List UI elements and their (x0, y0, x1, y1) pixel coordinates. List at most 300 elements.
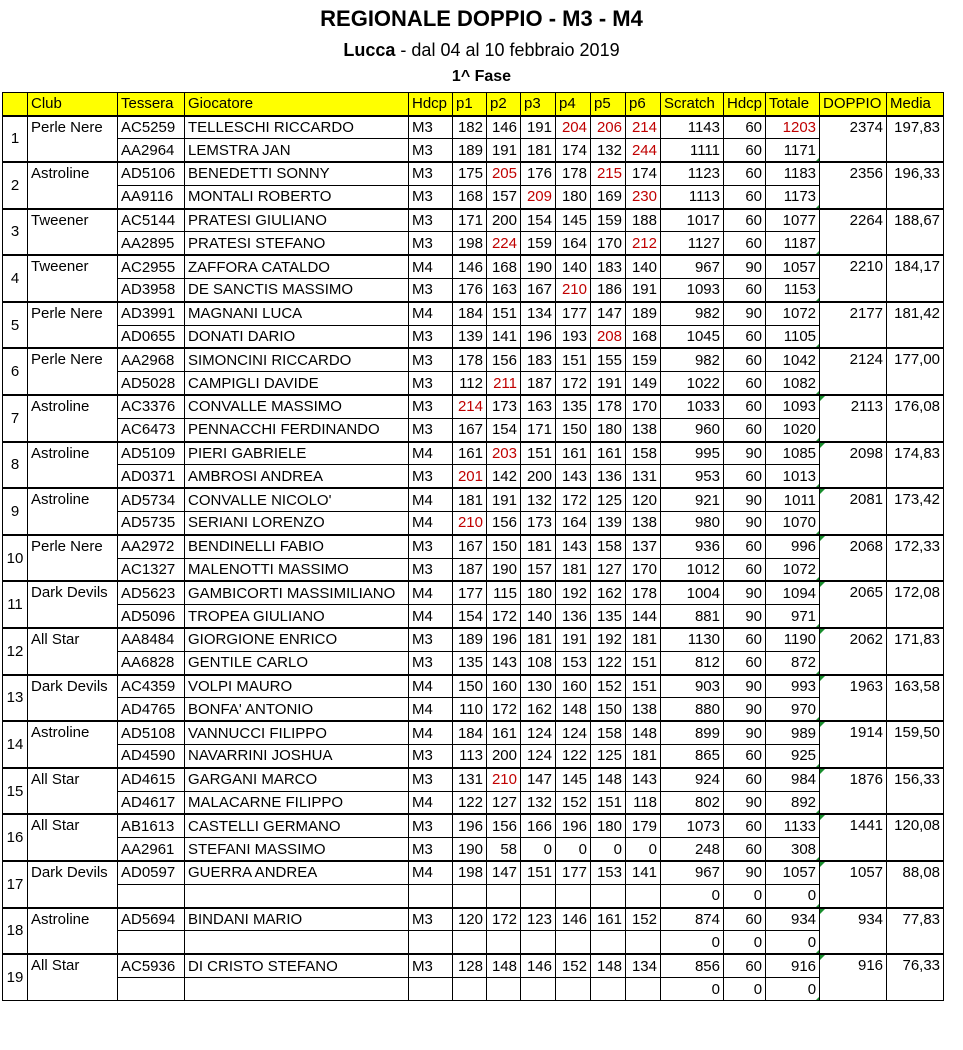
score-p4-cell: 178 (556, 162, 591, 185)
table-row (3, 977, 944, 1000)
score-p1-cell: 154 (453, 605, 487, 628)
hdcp-points-cell: 90 (724, 488, 766, 511)
player-name-cell: SERIANI LORENZO (185, 512, 409, 535)
totale-cell: 1042 (766, 348, 820, 371)
totale-cell: 934 (766, 908, 820, 931)
doppio-cell: 2062 (820, 628, 887, 675)
tessera-cell (118, 931, 185, 954)
table-row (3, 558, 944, 581)
score-p3-cell: 200 (521, 465, 556, 488)
table-row (3, 675, 944, 698)
score-p2-cell: 190 (487, 558, 521, 581)
score-p4-cell (556, 977, 591, 1000)
table-row (3, 162, 944, 185)
club-cell: All Star (28, 628, 118, 675)
hdcp-category-cell: M4 (409, 255, 453, 278)
totale-cell: 1072 (766, 558, 820, 581)
score-p5-cell: 122 (591, 651, 626, 674)
player-name-cell: BONFA' ANTONIO (185, 698, 409, 721)
hdcp-category-cell: M4 (409, 861, 453, 884)
hdcp-category-cell: M3 (409, 838, 453, 861)
scratch-cell: 1073 (661, 814, 724, 837)
score-p3-cell: 134 (521, 302, 556, 325)
hdcp-category-cell: M4 (409, 721, 453, 744)
score-p1-cell: 135 (453, 651, 487, 674)
totale-cell: 1077 (766, 209, 820, 232)
hdcp-category-cell: M3 (409, 535, 453, 558)
tessera-cell: AA2961 (118, 838, 185, 861)
hdcp-category-cell: M3 (409, 372, 453, 395)
hdcp-category-cell: M3 (409, 325, 453, 348)
score-p6-cell: 244 (626, 139, 661, 162)
score-p4-cell: 148 (556, 698, 591, 721)
media-cell: 197,83 (887, 116, 944, 163)
score-p3-cell: 173 (521, 512, 556, 535)
totale-cell: 916 (766, 954, 820, 977)
tessera-cell (118, 884, 185, 907)
score-p6-cell: 159 (626, 348, 661, 371)
col-giocatore: Giocatore (185, 93, 409, 116)
score-p2-cell: 148 (487, 954, 521, 977)
score-p1-cell: 184 (453, 721, 487, 744)
player-name-cell: BENEDETTI SONNY (185, 162, 409, 185)
totale-cell: 1190 (766, 628, 820, 651)
hdcp-category-cell: M3 (409, 954, 453, 977)
score-p2-cell: 196 (487, 628, 521, 651)
score-p3-cell: 151 (521, 442, 556, 465)
score-p5-cell: 148 (591, 768, 626, 791)
scratch-cell: 812 (661, 651, 724, 674)
subtitle-dates: - dal 04 al 10 febbraio 2019 (395, 40, 620, 60)
score-p2-cell: 173 (487, 395, 521, 418)
player-name-cell: TELLESCHI RICCARDO (185, 116, 409, 139)
hdcp-points-cell: 90 (724, 861, 766, 884)
hdcp-points-cell: 90 (724, 442, 766, 465)
hdcp-points-cell: 0 (724, 931, 766, 954)
scratch-cell: 856 (661, 954, 724, 977)
player-name-cell: CAMPIGLI DAVIDE (185, 372, 409, 395)
results-body (3, 116, 944, 1001)
score-p6-cell: 152 (626, 908, 661, 931)
score-p5-cell: 155 (591, 348, 626, 371)
totale-cell: 925 (766, 745, 820, 768)
hdcp-points-cell: 60 (724, 954, 766, 977)
score-p5-cell: 135 (591, 605, 626, 628)
score-p6-cell: 189 (626, 302, 661, 325)
col-p6: p6 (626, 93, 661, 116)
score-p3-cell: 154 (521, 209, 556, 232)
media-cell: 88,08 (887, 861, 944, 908)
rank-cell: 18 (3, 908, 28, 955)
scratch-cell: 881 (661, 605, 724, 628)
scratch-cell: 899 (661, 721, 724, 744)
doppio-cell: 2356 (820, 162, 887, 209)
score-p3-cell: 171 (521, 418, 556, 441)
doppio-cell: 2124 (820, 348, 887, 395)
score-p6-cell: 168 (626, 325, 661, 348)
tessera-cell: AC4359 (118, 675, 185, 698)
media-cell: 174,83 (887, 442, 944, 489)
table-row (3, 488, 944, 511)
score-p4-cell (556, 931, 591, 954)
player-name-cell (185, 884, 409, 907)
scratch-cell: 1111 (661, 139, 724, 162)
scratch-cell: 0 (661, 884, 724, 907)
scratch-cell: 1045 (661, 325, 724, 348)
score-p5-cell (591, 977, 626, 1000)
phase-label: 1^ Fase (451, 68, 512, 85)
table-row (3, 908, 944, 931)
media-cell: 177,00 (887, 348, 944, 395)
score-p1-cell: 171 (453, 209, 487, 232)
club-cell: Perle Nere (28, 348, 118, 395)
score-p6-cell: 212 (626, 232, 661, 255)
hdcp-points-cell: 60 (724, 139, 766, 162)
score-p4-cell: 180 (556, 185, 591, 208)
score-p3-cell: 146 (521, 954, 556, 977)
score-p5-cell: 132 (591, 139, 626, 162)
score-p1-cell: 214 (453, 395, 487, 418)
scratch-cell: 1033 (661, 395, 724, 418)
score-p4-cell: 196 (556, 814, 591, 837)
score-p5-cell: 153 (591, 861, 626, 884)
score-p6-cell: 141 (626, 861, 661, 884)
table-row (3, 372, 944, 395)
tessera-cell: AD3958 (118, 279, 185, 302)
score-p2-cell: 115 (487, 581, 521, 604)
media-cell: 184,17 (887, 255, 944, 302)
scratch-cell: 1017 (661, 209, 724, 232)
tessera-cell: AC2955 (118, 255, 185, 278)
score-p4-cell: 210 (556, 279, 591, 302)
score-p6-cell (626, 931, 661, 954)
score-p3-cell: 181 (521, 535, 556, 558)
score-p5-cell: 183 (591, 255, 626, 278)
club-cell: Astroline (28, 488, 118, 535)
hdcp-points-cell: 60 (724, 558, 766, 581)
score-p6-cell: 149 (626, 372, 661, 395)
totale-cell: 984 (766, 768, 820, 791)
score-p6-cell: 148 (626, 721, 661, 744)
player-name-cell: ZAFFORA CATALDO (185, 255, 409, 278)
table-row (3, 814, 944, 837)
score-p3-cell: 180 (521, 581, 556, 604)
tessera-cell: AD5096 (118, 605, 185, 628)
scratch-cell: 1004 (661, 581, 724, 604)
rank-cell: 3 (3, 209, 28, 256)
score-p1-cell: 175 (453, 162, 487, 185)
player-name-cell: AMBROSI ANDREA (185, 465, 409, 488)
table-row (3, 395, 944, 418)
score-p6-cell: 0 (626, 838, 661, 861)
player-name-cell: PENNACCHI FERDINANDO (185, 418, 409, 441)
table-row (3, 348, 944, 371)
score-p6-cell: 140 (626, 255, 661, 278)
rank-cell: 9 (3, 488, 28, 535)
col-p4: p4 (556, 93, 591, 116)
totale-cell: 1173 (766, 185, 820, 208)
club-cell: Tweener (28, 209, 118, 256)
hdcp-points-cell: 60 (724, 325, 766, 348)
col-totale: Totale (766, 93, 820, 116)
rank-cell: 19 (3, 954, 28, 1001)
hdcp-category-cell: M4 (409, 605, 453, 628)
player-name-cell: MAGNANI LUCA (185, 302, 409, 325)
score-p6-cell: 151 (626, 651, 661, 674)
score-p2-cell: 147 (487, 861, 521, 884)
score-p4-cell: 124 (556, 721, 591, 744)
score-p2-cell: 172 (487, 908, 521, 931)
score-p1-cell: 176 (453, 279, 487, 302)
hdcp-points-cell: 90 (724, 791, 766, 814)
hdcp-category-cell: M3 (409, 745, 453, 768)
table-row (3, 325, 944, 348)
score-p5-cell: 180 (591, 814, 626, 837)
tessera-cell: AC5259 (118, 116, 185, 139)
totale-cell: 892 (766, 791, 820, 814)
club-cell: Astroline (28, 721, 118, 768)
score-p3-cell (521, 931, 556, 954)
tessera-cell: AA2895 (118, 232, 185, 255)
scratch-cell: 921 (661, 488, 724, 511)
tessera-cell: AA2972 (118, 535, 185, 558)
totale-cell: 1020 (766, 418, 820, 441)
hdcp-category-cell (409, 977, 453, 1000)
player-name-cell: BINDANI MARIO (185, 908, 409, 931)
score-p1-cell: 168 (453, 185, 487, 208)
scratch-cell: 967 (661, 861, 724, 884)
media-cell: 173,42 (887, 488, 944, 535)
rank-cell: 12 (3, 628, 28, 675)
score-p3-cell (521, 977, 556, 1000)
subtitle-place: Lucca (343, 40, 396, 60)
media-cell: 172,33 (887, 535, 944, 582)
hdcp-category-cell (409, 884, 453, 907)
tessera-cell: AA6828 (118, 651, 185, 674)
player-name-cell: DE SANCTIS MASSIMO (185, 279, 409, 302)
score-p5-cell: 162 (591, 581, 626, 604)
hdcp-points-cell: 60 (724, 395, 766, 418)
player-name-cell: NAVARRINI JOSHUA (185, 745, 409, 768)
scratch-cell: 0 (661, 977, 724, 1000)
table-row (3, 954, 944, 977)
score-p1-cell: 181 (453, 488, 487, 511)
doppio-cell: 2065 (820, 581, 887, 628)
media-cell: 171,83 (887, 628, 944, 675)
score-p3-cell: 108 (521, 651, 556, 674)
rank-cell: 11 (3, 581, 28, 628)
score-p1-cell: 182 (453, 116, 487, 139)
table-row (3, 698, 944, 721)
hdcp-category-cell: M3 (409, 395, 453, 418)
club-cell: Perle Nere (28, 302, 118, 349)
score-p4-cell: 164 (556, 232, 591, 255)
rank-cell: 14 (3, 721, 28, 768)
score-p4-cell: 177 (556, 302, 591, 325)
tessera-cell: AD5623 (118, 581, 185, 604)
col-scratch: Scratch (661, 93, 724, 116)
player-name-cell: SIMONCINI RICCARDO (185, 348, 409, 371)
score-p2-cell (487, 931, 521, 954)
score-p3-cell: 140 (521, 605, 556, 628)
score-p6-cell: 137 (626, 535, 661, 558)
table-row (3, 651, 944, 674)
score-p4-cell: 145 (556, 768, 591, 791)
hdcp-points-cell: 60 (724, 651, 766, 674)
score-p4-cell: 145 (556, 209, 591, 232)
totale-cell: 1011 (766, 488, 820, 511)
score-p6-cell: 178 (626, 581, 661, 604)
score-p4-cell: 181 (556, 558, 591, 581)
tessera-cell: AD5735 (118, 512, 185, 535)
club-cell: Astroline (28, 442, 118, 489)
score-p3-cell: 124 (521, 721, 556, 744)
score-p3-cell: 183 (521, 348, 556, 371)
table-row (3, 209, 944, 232)
rank-cell: 7 (3, 395, 28, 442)
score-p6-cell: 179 (626, 814, 661, 837)
page-subtitle (0, 40, 963, 61)
scratch-cell: 1143 (661, 116, 724, 139)
player-name-cell: VANNUCCI FILIPPO (185, 721, 409, 744)
scratch-cell: 936 (661, 535, 724, 558)
media-cell: 156,33 (887, 768, 944, 815)
totale-cell: 0 (766, 977, 820, 1000)
score-p6-cell: 214 (626, 116, 661, 139)
tessera-cell: AC6473 (118, 418, 185, 441)
score-p1-cell: 178 (453, 348, 487, 371)
scratch-cell: 1012 (661, 558, 724, 581)
scratch-cell: 903 (661, 675, 724, 698)
score-p1-cell: 112 (453, 372, 487, 395)
score-p5-cell: 186 (591, 279, 626, 302)
player-name-cell: MALENOTTI MASSIMO (185, 558, 409, 581)
totale-cell: 1171 (766, 139, 820, 162)
club-cell: All Star (28, 954, 118, 1001)
table-row (3, 465, 944, 488)
hdcp-points-cell: 60 (724, 908, 766, 931)
score-p6-cell: 138 (626, 512, 661, 535)
score-p5-cell (591, 884, 626, 907)
table-row (3, 442, 944, 465)
scratch-cell: 880 (661, 698, 724, 721)
club-cell: Dark Devils (28, 861, 118, 908)
hdcp-points-cell: 90 (724, 698, 766, 721)
tessera-cell: AD4617 (118, 791, 185, 814)
hdcp-points-cell: 60 (724, 372, 766, 395)
score-p1-cell: 198 (453, 232, 487, 255)
score-p5-cell: 158 (591, 721, 626, 744)
scratch-cell: 953 (661, 465, 724, 488)
score-p6-cell: 131 (626, 465, 661, 488)
tessera-cell: AD5734 (118, 488, 185, 511)
rank-cell: 6 (3, 348, 28, 395)
hdcp-category-cell: M4 (409, 512, 453, 535)
score-p4-cell: 136 (556, 605, 591, 628)
tessera-cell: AD5109 (118, 442, 185, 465)
player-name-cell: GUERRA ANDREA (185, 861, 409, 884)
score-p1-cell: 167 (453, 418, 487, 441)
scratch-cell: 967 (661, 255, 724, 278)
score-p3-cell: 130 (521, 675, 556, 698)
player-name-cell (185, 931, 409, 954)
score-p2-cell: 161 (487, 721, 521, 744)
totale-cell: 1153 (766, 279, 820, 302)
hdcp-points-cell: 90 (724, 721, 766, 744)
doppio-cell: 1914 (820, 721, 887, 768)
score-p3-cell: 0 (521, 838, 556, 861)
tessera-cell: AD4590 (118, 745, 185, 768)
score-p4-cell: 143 (556, 535, 591, 558)
table-row (3, 605, 944, 628)
hdcp-points-cell: 60 (724, 185, 766, 208)
player-name-cell: CONVALLE MASSIMO (185, 395, 409, 418)
score-p5-cell: 161 (591, 908, 626, 931)
hdcp-points-cell: 90 (724, 605, 766, 628)
table-row (3, 791, 944, 814)
scratch-cell: 1123 (661, 162, 724, 185)
totale-cell: 308 (766, 838, 820, 861)
tessera-cell: AD0371 (118, 465, 185, 488)
score-p5-cell: 170 (591, 232, 626, 255)
header-row (3, 93, 944, 116)
score-p1-cell: 110 (453, 698, 487, 721)
score-p6-cell: 170 (626, 395, 661, 418)
scratch-cell: 0 (661, 931, 724, 954)
doppio-cell: 2098 (820, 442, 887, 489)
score-p6-cell: 144 (626, 605, 661, 628)
totale-cell: 1105 (766, 325, 820, 348)
tessera-cell: AD3991 (118, 302, 185, 325)
score-p3-cell: 181 (521, 628, 556, 651)
rank-cell: 2 (3, 162, 28, 209)
score-p3-cell: 163 (521, 395, 556, 418)
player-name-cell: GENTILE CARLO (185, 651, 409, 674)
doppio-cell: 2177 (820, 302, 887, 349)
score-p4-cell: 177 (556, 861, 591, 884)
club-cell: Dark Devils (28, 581, 118, 628)
score-p2-cell: 156 (487, 512, 521, 535)
score-p5-cell: 125 (591, 745, 626, 768)
score-p2-cell: 200 (487, 745, 521, 768)
media-cell: 172,08 (887, 581, 944, 628)
tessera-cell (118, 977, 185, 1000)
score-p2-cell: 163 (487, 279, 521, 302)
hdcp-category-cell: M4 (409, 442, 453, 465)
club-cell: All Star (28, 768, 118, 815)
media-cell: 188,67 (887, 209, 944, 256)
table-row (3, 861, 944, 884)
score-p2-cell: 146 (487, 116, 521, 139)
score-p6-cell: 188 (626, 209, 661, 232)
score-p6-cell: 174 (626, 162, 661, 185)
player-name-cell: GARGANI MARCO (185, 768, 409, 791)
score-p4-cell: 160 (556, 675, 591, 698)
tessera-cell: AC3376 (118, 395, 185, 418)
hdcp-points-cell: 60 (724, 116, 766, 139)
table-row (3, 535, 944, 558)
score-p3-cell: 159 (521, 232, 556, 255)
hdcp-points-cell: 90 (724, 302, 766, 325)
hdcp-category-cell: M4 (409, 302, 453, 325)
club-cell: Astroline (28, 162, 118, 209)
table-row (3, 302, 944, 325)
tessera-cell: AB1613 (118, 814, 185, 837)
player-name-cell: VOLPI MAURO (185, 675, 409, 698)
score-p1-cell: 113 (453, 745, 487, 768)
score-p5-cell: 150 (591, 698, 626, 721)
table-row (3, 255, 944, 278)
